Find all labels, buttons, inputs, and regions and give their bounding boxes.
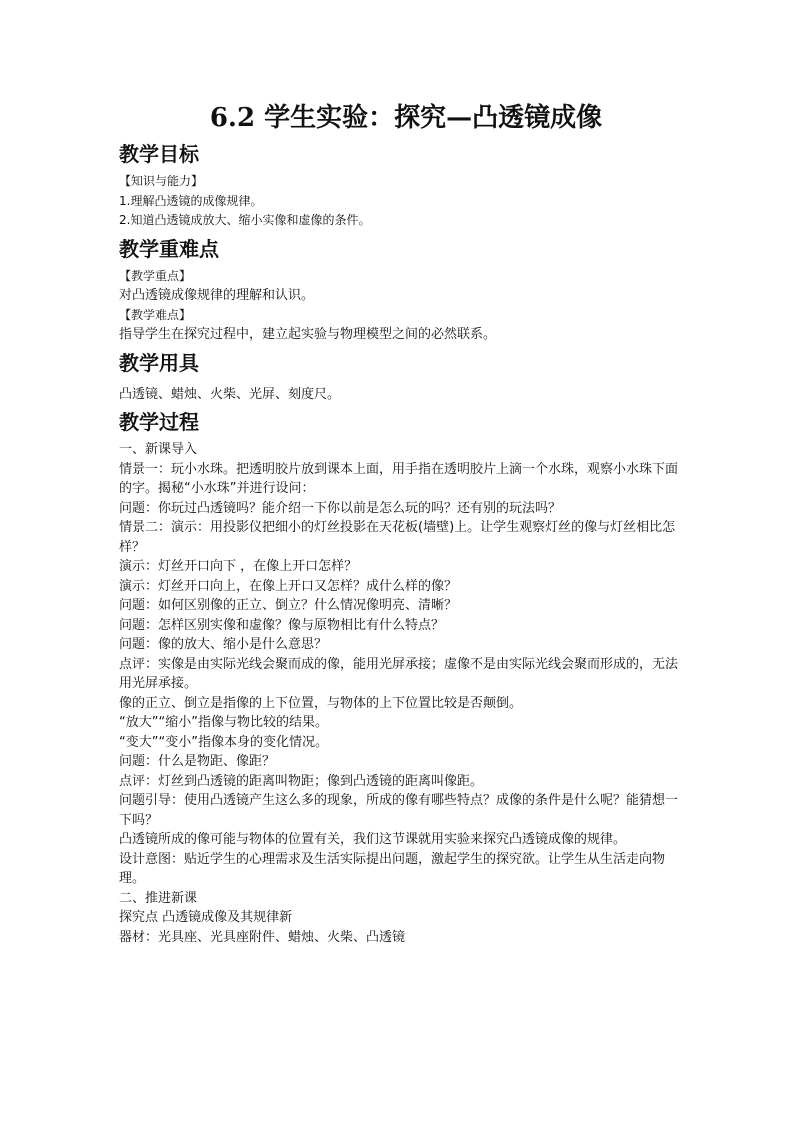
process-line-3: 问题：你玩过凸透镜吗？能介绍一下你以前是怎么玩的吗？还有别的玩法吗？	[119, 500, 562, 516]
process-line-21: 器材：光具座、光具座附件、蜡烛、火柴、凸透镜	[119, 929, 406, 945]
process-line-17: 凸透镜所成的像可能与物体的位置有关，我们这节课就用实验来探究凸透镜成像的规律。	[119, 832, 627, 847]
heading-teaching-tools: 教学用具	[119, 350, 199, 375]
process-line-20: 探究点 凸透镜成像及其规律新	[119, 910, 293, 925]
heading-teaching-process: 教学过程	[119, 410, 199, 434]
goals-line-1: 【知识与能力】	[119, 174, 204, 188]
process-line-11: 像的正立、倒立是指像的上下位置，与物体的上下位置比较是否颠倒。	[119, 695, 523, 711]
process-line-15: 点评：灯丝到凸透镜的距离叫物距；像到凸透镜的距离叫像距。	[119, 773, 484, 789]
process-line-8: 问题：怎样区别实像和虚像？像与原物相比有什么特点？	[119, 617, 445, 633]
process-line-14: 问题：什么是物距、像距？	[119, 754, 276, 769]
key-points-line-1: 【教学重点】	[119, 268, 192, 283]
heading-key-points: 教学重难点	[119, 236, 219, 261]
process-line-19: 二、推进新课	[119, 890, 198, 906]
process-line-18: 设计意图：贴近学生的心理需求及生活实际提出问题，激起学生的探究欲。让学生从生活走向物理。	[119, 851, 666, 886]
process-line-7: 问题：如何区别像的正立、倒立？什么情况像明亮、清晰？	[119, 598, 458, 613]
process-line-9: 问题：像的放大、缩小是什么意思？	[119, 637, 328, 652]
process-line-16: 问题引导：使用凸透镜产生这么多的现象，所成的像有哪些特点？成像的条件是什么呢？能猜想一下吗？	[119, 793, 679, 828]
heading-teaching-goals: 教学目标	[119, 142, 199, 166]
process-line-12: “放大”“缩小”指像与物比较的结果。	[119, 715, 328, 730]
key-points-line-2: 对凸透镜成像规律的理解和认识。	[119, 288, 315, 303]
page-title: 6.2 学生实验：探究—凸透镜成像	[209, 103, 603, 133]
goals-line-3: 2.知道凸透镜成放大、缩小实像和虚像的条件。	[119, 213, 371, 227]
process-line-4: 情景二：演示：用投影仪把细小的灯丝投影在天花板(墙壁)上。让学生观察灯丝的像与灯丝相比怎样？	[119, 520, 676, 555]
document-page	[119, 100, 679, 947]
key-points-line-4: 指导学生在探究过程中，建立起实验与物理模型之间的必然联系。	[119, 327, 497, 342]
process-line-10: 点评：实像是由实际光线会聚而成的像，能用光屏承接；虚像不是由实际光线会聚而形成的，无法用光屏承接。	[119, 656, 679, 691]
process-line-1: 一、新课导入	[119, 442, 198, 457]
process-line-5: 演示：灯丝开口向下 ，在像上开口怎样？	[119, 559, 358, 574]
process-line-13: “变大”“变小”指像本身的变化情况。	[119, 734, 328, 750]
tools-line-1: 凸透镜、蜡烛、火柴、光屏、刻度尺。	[119, 386, 341, 402]
process-line-6: 演示：灯丝开口向上，在像上开口又怎样？成什么样的像？	[119, 578, 458, 594]
goals-line-2: 1.理解凸透镜的成像规律。	[119, 193, 263, 208]
process-line-2: 情景一：玩小水珠。把透明胶片放到课本上面，用手指在透明胶片上滴一个水珠，观察小水珠下面的字。揭秘“小水珠”并进行设问：	[119, 461, 679, 496]
key-points-line-3: 【教学难点】	[119, 307, 192, 322]
